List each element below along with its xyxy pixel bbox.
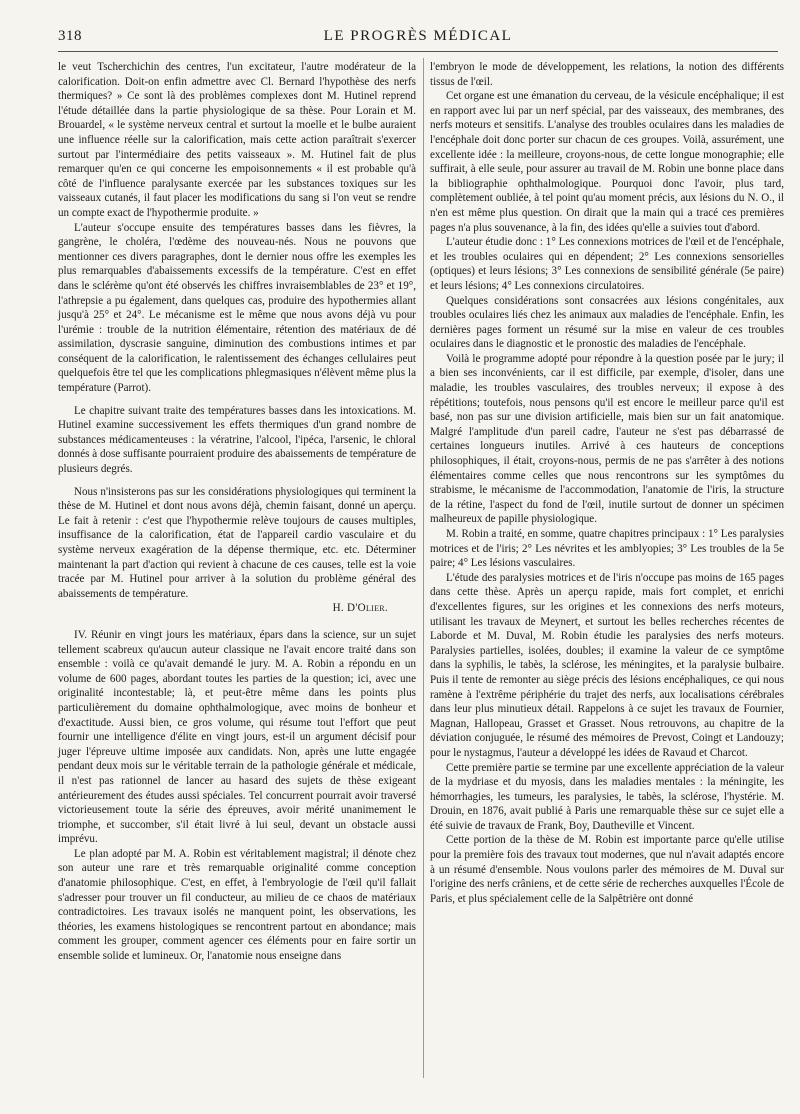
header-rule [58, 51, 778, 52]
paragraph: Nous n'insisterons pas sur les considérations physiologiques qui terminent la thèse de M. Hutinel et dont nous avons déjà, chemin faisant, donné un aperçu. Le fait à retenir : c'est que l'hypothermie relève toujours de causes multiples, insuffisance de la calorification, état de l'appareil cardio vasculaire et du système nerveux exagération de la dépense thermique, etc. etc. Déterminer maintenant la part d'action qui revient à chacune de ces causes, telle est la voie tracée par M. Hutinel pour arriver à la solution du problème général des abaissements de température. [58, 485, 416, 600]
paragraph: Cette portion de la thèse de M. Robin est importante parce qu'elle utilise pour la première fois des travaux tout modernes, que nul n'avait adaptés encore à un résumé d'ensemble. Nous voulons parler des mémoires de M. Duval sur l'origine des nerfs crâniens, et de cette série de recherches auxquelles l'École de Paris, et plus spécialement celle de la Salpêtrière ont donné [430, 834, 784, 905]
section-paragraph: IV. Réunir en vingt jours les matériaux, épars dans la science, sur un sujet tellement scabreux qu'aucun auteur classique ne l'avait encore traité dans son ensemble : voilà ce qu'avait demandé le jury. M. A. Robin a répondu en un volume de 600 pages, abordant toutes les parties de la question; ici, avec une originalité incontestable; là, et peut-être même dans les points plus particulièrement du domaine ophthalmologique, avec moins de bonheur et d'exactitude. Aussi bien, ce gros volume, qui résume tout l'effort que peut fournir une intelligence d'élite en vingt jours, est-il un argument décisif pour juger l'épreuve ultime imposée aux candidats. Non, après une lutte engagée pendant deux mois sur le véritable terrain de la pathologie générale et médicale, il n'est pas rationnel de lancer au hasard des sujets de thèse exigeant antérieurement des études aussi spéciales. Tel concurrent pourrait avoir traversé victorieusement toute la série des épreuves, avoir mérité unanimement le triomphe, et succomber, s'il était livré à lui seul, devant un obstacle aussi imprévu. [58, 628, 416, 846]
running-title: LE PROGRÈS MÉDICAL [323, 28, 513, 44]
column-divider [423, 58, 424, 1078]
right-column [430, 60, 784, 906]
paragraph: Cet organe est une émanation du cerveau, de la vésicule encéphalique; il est en rapport avec lui par un nerf spécial, par des vaisseaux, des membranes, des nerfs moteurs et sensitifs. L'analyse des troubles oculaires dans les maladies de l'encéphale doit donc porter sur chacun de ces groupes. Voilà, assurément, une excellente idée : la meilleure, croyons-nous, de cette longue monographie; elle suffirait, à elle seule, pour assurer au travail de M. Robin une bonne place dans la bibliographie ophthalmologique. Pourquoi donc l'avoir, plus tard, complètement oubliée, à tel point qu'au moment précis, aux lésions du N. O., il n'en est même plus question. On dirait que la main qui a tracé ces premières pages n'a plus souvenance, à la fin, des idées qu'elle a suivies tout d'abord. [430, 90, 784, 234]
author-signature: H. D'Olier. [332, 602, 388, 615]
paragraph: l'embryon le mode de développement, les relations, la notion des différents tissus de l'œil. [430, 61, 784, 88]
paragraph: L'auteur étudie donc : 1° Les connexions motrices de l'œil et de l'encéphale, et les troubles oculaires qui en dépendent; 2° Les connexions sensorielles (optiques) et leurs lésions; 3° Les connexions de sensibilité générale (5e paire) et leurs lésions; 4° Les connexions circulatoires. [430, 236, 784, 292]
paragraph: L'auteur s'occupe ensuite des températures basses dans les fièvres, la gangrène, le choléra, l'œdème des nouveau-nés. Nous ne pouvons que mentionner ces divers paragraphes, dont le dernier nous offre les exemples les plus remarquables d'abaissements excessifs de la température. C'est en effet dans le sclérème qu'ont été observés les chiffres invraisemblables de 23° et 19°, l'athrepsie a pu également, dans quelques cas, produire des hypothermies allant jusqu'à 25° et 24°. Le mécanisme est le même que nous avons déjà vu pour l'urémie : trouble de la nutrition élémentaire, rétention des matériaux de dé assimilation, dyscrasie sanguine, diminution des combustions intimes et par conséquent de la calorification, le ralentissement des échanges cellulaires peut quelquefois être tel que les complications phlegmasiques n'élèvent même plus la température (Parrot). [58, 221, 416, 395]
paragraph: le veut Tscherchichin des centres, l'un excitateur, l'autre modérateur de la calorification. Doit-on enfin admettre avec Cl. Bernard l'hypothèse des nerfs thermiques? » Ce sont là des problèmes complexes dont M. Hutinel reprend l'étude détaillée dans la partie physiologique de sa thèse. Pour Lorain et M. Brouardel, « le système nerveux central et surtout la moelle et le bulbe auraient une influence réelle sur la calorification, mais cette action paraîtrait s'exercer surtout par l'intermédiaire des petits vaisseaux ». M. Hutinel fait de plus remarquer qu'en ce qui concerne les empoisonnements « il est probable qu'à côté de l'influence paralysante exercée par les substances toxiques sur les vaisseaux cutanés, il faut placer les modifications du sang si l'on veut se rendre un compte exact de l'hypothermie produite. » [58, 61, 416, 219]
page-number: 318 [58, 28, 82, 44]
paragraph: Cette première partie se termine par une excellente appréciation de la valeur de la mydriase et du myosis, dans les maladies mentales : la méningite, les hémorrhagies, les tumeurs, les paralysies, le tabès, la sclérose, l'hystérie. M. Drouin, en 1876, avait publié à Paris une remarquable thèse sur ce sujet elle a été suivie de travaux de Frank, Boy, Dautheville et Vincent. [430, 761, 784, 832]
paragraph: Quelques considérations sont consacrées aux lésions congénitales, aux troubles oculaires liés chez les animaux aux maladies de l'encéphale. Enfin, les dernières pages forment un résumé sur la mise en valeur de ces troubles oculaires dans le diagnostic et le pronostic des maladies de l'encéphale. [430, 294, 784, 351]
paragraph: Voilà le programme adopté pour répondre à la question posée par le jury; il a bien ses inconvénients, car il est difficile, par exemple, d'isoler, dans une maladie, les troubles vasculaires, des troubles nerveux; il expose à des répétitions; toutefois, nous pensons qu'il est encore le meilleur parce qu'il est basé, non pas sur une division artificielle, mais bien sur un fait anatomique. Malgré l'amplitude d'un pareil cadre, l'auteur ne s'est pas débarrassé de certaines longueurs inutiles. Arrivé à ces hauteurs de conceptions philosophiques, il était, croyons-nous, permis de ne pas s'arrêter à des notions élémentaires comme celles que nous rencontrons sur les symptômes du strabisme, le mécanisme de l'accommodation, l'anatomie de l'iris, la structure de la rétine, l'aspect du fond de l'œil, inutile surtout de donner un spécimen malheureux de papille physiologique. [430, 352, 784, 526]
paragraph: L'étude des paralysies motrices et de l'iris n'occupe pas moins de 165 pages dans cette thèse. Après un aperçu rapide, mais fort complet, et enrichi d'excellentes figures, sur les origines et les connexions des nerfs moteurs, utilisant les travaux de Meynert, et surtout les belles recherches récentes de Laborde et M. Duval, M. Robin étudie les paralysies des nerfs moteurs. Paralysies partielles, isolées, doubles; il examine la valeur de ce symptôme dans la syphilis, le tabès, la sclérose, les méningites, et la paralysie bulbaire. Puis il tente de remonter au siège précis des lésions encéphaliques, ce qui nous ramène à l'extrême périphérie du trajet des nerfs, aux localisations cérébrales dans leur plus minutieux détail. Rappelons à ce sujet les travaux de Fournier, Magnan, Hallopeau, Grasset et Grasset. Nous retrouvons, au chapitre de la déviation conjuguée, le résumé des mémoires de Prevost, Coingt et Landouzy; pour le nystagmus, l'auteur a développé les idées de Ravaud et Charcot. [430, 571, 784, 759]
paragraph: Le plan adopté par M. A. Robin est véritablement magistral; il dénote chez son auteur une rare et très remarquable originalité comme conception d'anatomie philosophique. C'est, en effet, à l'embryologie de l'œil qu'il fallait s'adresser pour trouver un fil conducteur, au milieu de ce chaos de matériaux contradictoires. Les travaux isolés ne manquent point, les observations, les théories, les examens histologiques se rencontrent partout en abondance; mais comment les grouper, comment agencer ces éléments pour en faire sortir un ensemble solide et lumineux. Or, l'anatomie nous enseigne dans [58, 847, 416, 963]
paragraph: M. Robin a traité, en somme, quatre chapitres principaux : 1° Les paralysies motrices et de l'iris; 2° Les névrites et les amblyopies; 3° Les troubles de la 5e paire; 4° Les lésions vasculaires. [430, 528, 784, 570]
left-column [58, 60, 416, 964]
page-header [58, 28, 778, 50]
paragraph: Le chapitre suivant traite des températures basses dans les intoxications. M. Hutinel examine successivement les effets thermiques d'un grand nombre de substances médicamenteuses : la vératrine, l'alcool, l'ipéca, l'arsenic, le chloral donnés à dose suffisante pourraient produire des abaissements de température de plusieurs degrés. [58, 404, 416, 476]
